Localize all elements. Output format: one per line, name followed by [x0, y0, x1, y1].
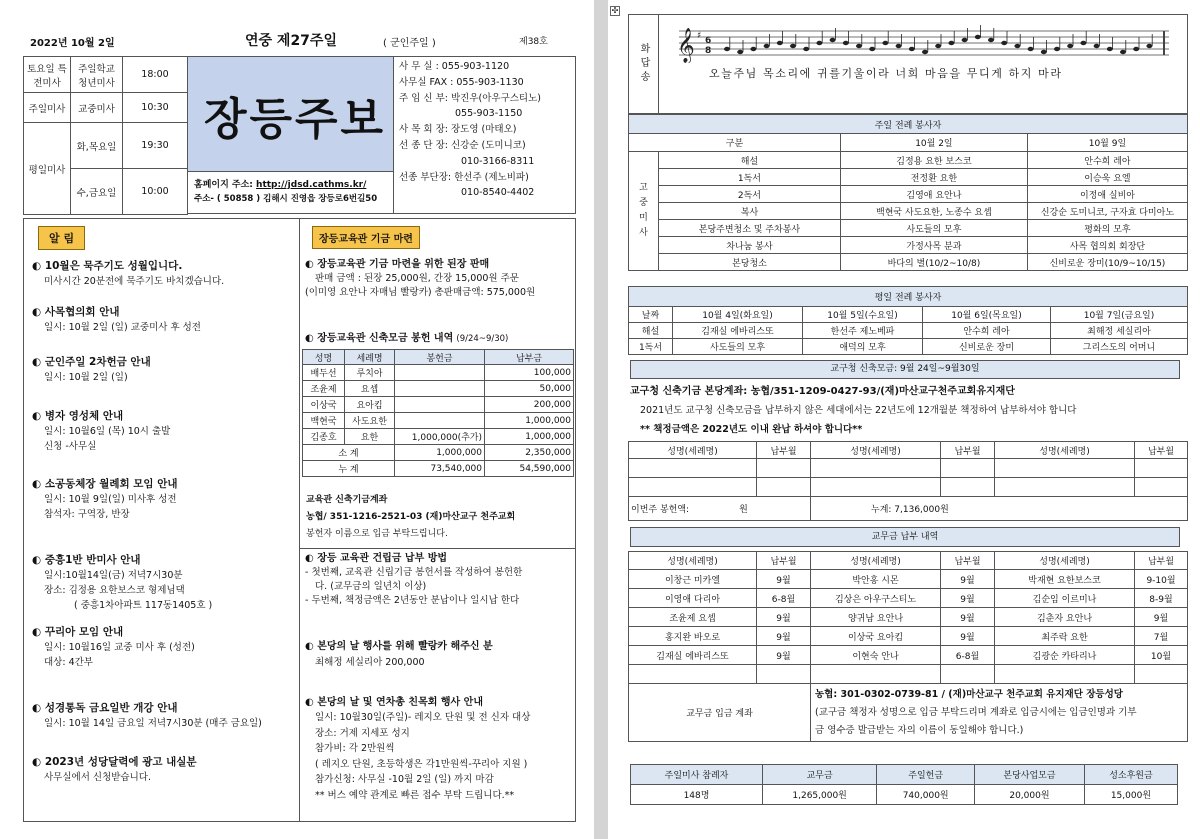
note-head	[1054, 47, 1060, 51]
schedule-sub: 교중미사	[71, 93, 123, 123]
schedule-time: 10:30	[123, 93, 188, 123]
notice-item: ◐ 병자 영성체 안내 일시: 10월6일 (목) 10시 출발 신청 -사무실	[32, 410, 171, 452]
note-head	[988, 38, 994, 42]
dues-row: 홍지완 바오로 9월 이상국 요아킴 9월 최주락 요한 7월	[629, 627, 1188, 646]
notice-list	[32, 259, 297, 785]
this-week-offering: 이번주 봉헌액: 원	[629, 497, 811, 521]
dues-title: 교무금 납부 내역	[630, 527, 1180, 547]
diocese-title: 교구청 신축모금: 9월 24일~9월30일	[630, 360, 1180, 379]
note-head	[869, 47, 875, 51]
dues-table: 성명(세례명) 납부월 성명(세례명) 납부월 성명(세례명) 납부월 이창근 미카엘 9월 박안홍 시몬 9월 박재현 요한보스코 9-10월 이영애 다리아 6-8월 김상은 아우구스티노 9월 김순임 이르미나 8-9월 조윤제 요셉 9월 양귀남 요안나 9월 김춘자 요안나 9월 홍지완 바오로 9월 이상국 요아킴 9월 최주락 요한 7월 김재실 에바리스또 9월 이현숙 안나 6-8월 김광순 카타리나 10월 교무금 입금 계좌 농협: 301-0302-0739-81 / (재)마산교구 천주교회 유지재단 장등성당 (교구금 책정자 성명으로 입금 부탁드리며 계좌로 입금시에는 입금인명과 기부 금 영수증 발급받는 자의 이름이 동일해야 합니다.)	[628, 551, 1188, 742]
schedule-time: 10:00	[123, 169, 188, 215]
homepage-link[interactable]: http://jdsd.cathms.kr/	[256, 180, 367, 190]
donation-table: 성명 세례명 봉헌금 납부금 배두선 루치아 100,000 조윤제 요셉 50,000 이상국 요아킴 200,000 백현국 사도요한 1,000,000 김종호 요한 1,000,000(추가) 1,000,000 소 계 1,000,000 2,350,000 누 계 73,540,000 54,590,000	[302, 349, 574, 477]
note-head	[764, 44, 770, 48]
day-event-sponsor: ◐ 본당의 날 행사를 위해 빨랑카 해주신 분 최해정 세실리아 200,000	[305, 641, 493, 668]
note-head	[856, 44, 862, 48]
outing-notice: ◐ 본당의 날 및 연차총 친목회 행사 안내 일시: 10월30일(주일)- 레지오 단원 및 전 신자 대상 장소: 거제 지세포 성지 참가비: 각 2만원씩 ( 레지오 단원, 초등학생은 각1만원씩-꾸리아 지원 ) 참가신청: 사무실 -10월 2일 (일) 까지 마감 ** 버스 예약 관계로 빠른 접수 부탁 드립니다.**	[305, 697, 531, 801]
note-head	[922, 50, 928, 54]
note-head	[896, 44, 902, 48]
education-tag: 장등교육관 기금 마련	[312, 226, 420, 249]
note-head	[1120, 50, 1126, 54]
donation-row: 백현국 사도요한 1,000,000	[303, 413, 574, 429]
notice-item: ◐ 중흥1반 반미사 안내 일시:10월14일(금) 저녁7시30분 장소: 김정용 요한보스코 형제님댁 ( 중흥1차아파트 117동1405호 )	[32, 554, 213, 611]
note-head	[1094, 44, 1100, 48]
council-president: 사 목 회 장: 장도영 (마태오)	[399, 124, 517, 136]
bulletin-date: 2022년 10월 2일	[30, 38, 115, 49]
contact-block	[394, 56, 576, 214]
homepage-label: 홈페이지 주소:	[194, 180, 253, 190]
schedule-time: 19:30	[123, 123, 188, 169]
note-head	[1041, 50, 1047, 54]
pastor-name: 주 임 신 부: 박진우(아우구스티노)	[399, 92, 541, 104]
note-head	[1014, 44, 1020, 48]
hymn-staff	[669, 23, 1174, 63]
dues-row: 이창근 미카엘 9월 박안홍 시몬 9월 박재현 요한보스코 9-10월	[629, 570, 1188, 589]
church-address: 주소- ( 50858 ) 김해시 진영읍 장등로6번길50	[194, 194, 378, 204]
donation-row: 이상국 요아킴 200,000	[303, 397, 574, 413]
donation-row: 김종호 요한 1,000,000(추가) 1,000,000	[303, 429, 574, 445]
funeral-deputy: 선종 부단장: 한선주 (제노비파)	[399, 171, 529, 183]
donation-total-row: 누 계 73,540,000 54,590,000	[303, 461, 574, 477]
note-head	[1028, 47, 1034, 51]
notice-item: ◐ 사목협의회 안내 일시: 10월 2일 (일) 교중미사 후 성전	[32, 306, 201, 333]
note-head	[1067, 44, 1073, 48]
note-head	[1107, 47, 1113, 51]
note-head	[975, 35, 981, 39]
sunday-service-title: 주일 전례 봉사자	[629, 115, 1188, 134]
issue-number: 제38호	[519, 37, 548, 47]
education-column	[300, 218, 576, 822]
hymn-block	[628, 14, 1188, 114]
note-head	[750, 47, 756, 51]
schedule-group: 토요일 특전미사	[24, 57, 71, 93]
weekday-service-row: 해설 김재실 에바리스또 한선주 제노베파 안수희 레아 최해정 세실리아	[629, 323, 1188, 339]
note-head	[948, 41, 954, 45]
education-account: 교육관 신축기금계좌 농협/ 351-1216-2521-03 (재)마산교구 천주교회 봉헌자 이름으로 입금 부탁드립니다.	[300, 489, 575, 549]
note-head	[1133, 47, 1139, 51]
funeral-leader: 선 종 단 장: 신강순 (도미니코)	[399, 139, 526, 151]
note-head	[1001, 41, 1007, 45]
notices-column	[23, 218, 300, 822]
notice-item: ◐ 소공동체장 월례회 모임 안내 일시: 10월 9일(일) 미사후 성전 참석자: 구역장, 반장	[32, 478, 178, 520]
dues-account-info: 농협: 301-0302-0739-81 / (재)마산교구 천주교회 유지재단 장등성당 (교구금 책정자 성명으로 입금 부탁드리며 계좌로 입금시에는 입금인명과 기부 금 영수증 발급받는 자의 이름이 동일해야 합니다.)	[811, 684, 1188, 742]
move-handle-icon[interactable]: ✣	[611, 6, 619, 15]
note-head	[962, 38, 968, 42]
note-head	[803, 47, 809, 51]
summary-values-row: 148명 1,265,000원 740,000원 20,000원 15,000원	[631, 785, 1178, 805]
donation-row: 배두선 루치아 100,000	[303, 365, 574, 381]
note-head	[777, 41, 783, 45]
dues-account-label: 교무금 입금 계좌	[629, 684, 811, 742]
sunday-service-row: 복사 백현국 사도요한, 노종수 요셉 신강순 도미니코, 구자효 다미아노	[629, 203, 1188, 220]
sunday-service-row: 고중미사 해설 김정용 요한 보스코 안수희 레아	[629, 152, 1188, 169]
note-head	[843, 41, 849, 45]
notice-item: ◐ 10월은 묵주기도 성월입니다. 미사시간 20분전에 묵주기도 바치겠습니다.	[32, 260, 225, 287]
schedule-sub: 수,금요일	[71, 169, 123, 215]
donation-title: ◐ 장등교육관 신축모금 봉헌 내역 (9/24~9/30)	[305, 333, 509, 344]
bulletin-name: 장등주보	[204, 94, 387, 145]
note-head	[882, 41, 888, 45]
donation-subtotal-row: 소 계 1,000,000 2,350,000	[303, 445, 574, 461]
summary-table: 주일미사 참례자 교무금 주일헌금 본당사업모금 성소후원금 148명 1,265,000원 740,000원 20,000원 15,000원	[630, 764, 1178, 805]
svg-text:8: 8	[705, 46, 712, 56]
notices-tag: 알 림	[38, 226, 85, 250]
schedule-sub: 화,목요일	[71, 123, 123, 169]
note-head	[724, 47, 730, 51]
homepage-block	[188, 172, 394, 214]
schedule-sub: 주일학교 청년미사	[71, 57, 123, 93]
weekday-service-table: 평일 전례 봉사자 날짜 10월 4일(화요일) 10월 5일(수요일) 10월 6일(목요일) 10월 7일(금요일) 해설 김재실 에바리스또 한선주 제노베파 안수희 레아 최해정 세실리아 1독서 사도들의 모후 애덕의 모후 신비로운 장미 그리스도의 어머니	[628, 286, 1188, 355]
office-fax: 사무실 FAX : 055-903-1130	[399, 76, 524, 88]
notice-item: ◐ 꾸리아 모임 안내 일시: 10월16일 교중 미사 후 (성전) 대상: 4간부	[32, 626, 195, 668]
note-head	[790, 44, 796, 48]
cumulative-total: 누계: 7,136,000원	[811, 497, 1188, 521]
dues-row: 조윤제 요셉 9월 양귀남 요안나 9월 김춘자 요안나 9월	[629, 608, 1188, 627]
note-head	[737, 50, 743, 54]
sunday-service-row: 본당주변청소 및 주차봉사 사도들의 모후 평화의 모후	[629, 220, 1188, 237]
dues-row: 이영애 다리아 6-8월 김상은 아우구스티노 9월 김순임 이르미나 8-9월	[629, 589, 1188, 608]
notice-item: ◐ 군인주일 2차헌금 안내 일시: 10월 2일 (일)	[32, 356, 151, 383]
note-head	[935, 44, 941, 48]
weekday-service-title: 평일 전례 봉사자	[629, 287, 1188, 307]
office-phone: 사 무 실 : 055-903-1120	[399, 61, 510, 72]
svg-text:6: 6	[705, 36, 712, 46]
sunday-note: ( 군인주일 )	[383, 38, 436, 49]
payment-method: ◐ 장등 교육관 건립금 납부 방법 - 첫번째, 교육관 신립기금 봉헌서를 작성하여 봉헌한 다. (교무금의 일년치 이상) - 두번째, 책정금액은 2년동안 분납이나 일시납 한다	[305, 553, 523, 606]
note-head	[909, 47, 915, 51]
sunday-service-table: 주일 전례 봉사자 구분 10월 2일 10월 9일 고중미사 해설 김정용 요한 보스코 안수희 레아 1독서 전정환 요한 이승욱 요엘 2독서 김영애 요안나 이정애 실비아 복사 백현국 사도요한, 노종수 요셉 신강순 도미니코, 구자효 다미아노 본당주변청소 및 주차봉사 사도들의 모후 평화의 모후 차나눔 봉사 가정사목 분과 사목 협의회 회장단 본당청소 바다의 별(10/2~10/8) 신비로운 장미(10/9~10/15)	[628, 114, 1188, 271]
bean-paste-sale: ◐ 장등교육관 기금 마련을 위한 된장 판매 판매 금액 : 된장 25,000원, 간장 15,000원 주문 (이미영 요안나 자매님 빨랑카) 총판매금액: 575,000원	[305, 259, 536, 298]
diocese-info: 교구청 신축기금 본당계좌: 농협/351-1209-0427-93/(재)마산교구천주교회유지재단 2021년도 교구청 신축모금을 납부하지 않은 세대에서는 22년도에 12개월분 책정하여 납부하셔야 합니다 ** 책정금액은 2022년도 이내 완납 하셔야 합니다**	[630, 386, 1077, 435]
left-page	[0, 0, 594, 839]
note-head	[1080, 41, 1086, 45]
dues-row: 김재실 에바리스또 9월 이현숙 안나 6-8월 김광순 카타리나 10월	[629, 646, 1188, 665]
sunday-service-row: 1독서 전정환 요한 이승욱 요엘	[629, 169, 1188, 186]
funeral-leader-phone: 010-3166-8311	[461, 155, 535, 167]
sunday-service-row: 2독서 김영애 요안나 이정애 실비아	[629, 186, 1188, 203]
schedule-group: 주일미사	[24, 93, 71, 123]
note-head	[816, 41, 822, 45]
svg-text:𝄞: 𝄞	[677, 28, 695, 63]
mass-schedule-table	[23, 56, 188, 215]
svg-text:♯: ♯	[697, 31, 702, 41]
donation-row: 조윤제 요셉 50,000	[303, 381, 574, 397]
week-title: 연중 제27주일	[245, 33, 337, 49]
funeral-deputy-phone: 010-8540-4402	[461, 187, 535, 199]
title-block	[188, 56, 394, 172]
diocese-table: 성명(세례명) 납부월 성명(세례명) 납부월 성명(세례명) 납부월 이번주 봉헌액: 원 누계: 7,136,000원	[628, 441, 1188, 521]
page-gap	[594, 0, 608, 839]
side-label: 고중미사	[629, 152, 659, 271]
sunday-service-row: 본당청소 바다의 별(10/2~10/8) 신비로운 장미(10/9~10/15)	[629, 254, 1188, 271]
sunday-service-row: 차나눔 봉사 가정사목 분과 사목 협의회 회장단	[629, 237, 1188, 254]
notice-item: ◐ 2023년 성당달력에 광고 내실분 사무실에서 신청받습니다.	[32, 756, 197, 783]
schedule-time: 18:00	[123, 57, 188, 93]
hymn-lyrics: 오늘주님 목소리에 귀를기울이라 너희 마음을 무디게 하지 마라	[709, 67, 1063, 80]
notice-item: ◐ 성경통독 금요일반 개강 안내 일시: 10월 14일 금요일 저녁7시30분 (매주 금요일)	[32, 702, 262, 729]
pastor-phone: 055-903-1150	[455, 108, 523, 120]
weekday-service-row: 1독서 사도들의 모후 애덕의 모후 신비로운 장미 그리스도의 어머니	[629, 339, 1188, 355]
schedule-group: 평일미사	[24, 123, 71, 215]
hymn-label: 화답송	[629, 15, 659, 113]
right-page	[608, 0, 1200, 839]
note-head	[830, 38, 836, 42]
note-head	[1146, 44, 1152, 48]
